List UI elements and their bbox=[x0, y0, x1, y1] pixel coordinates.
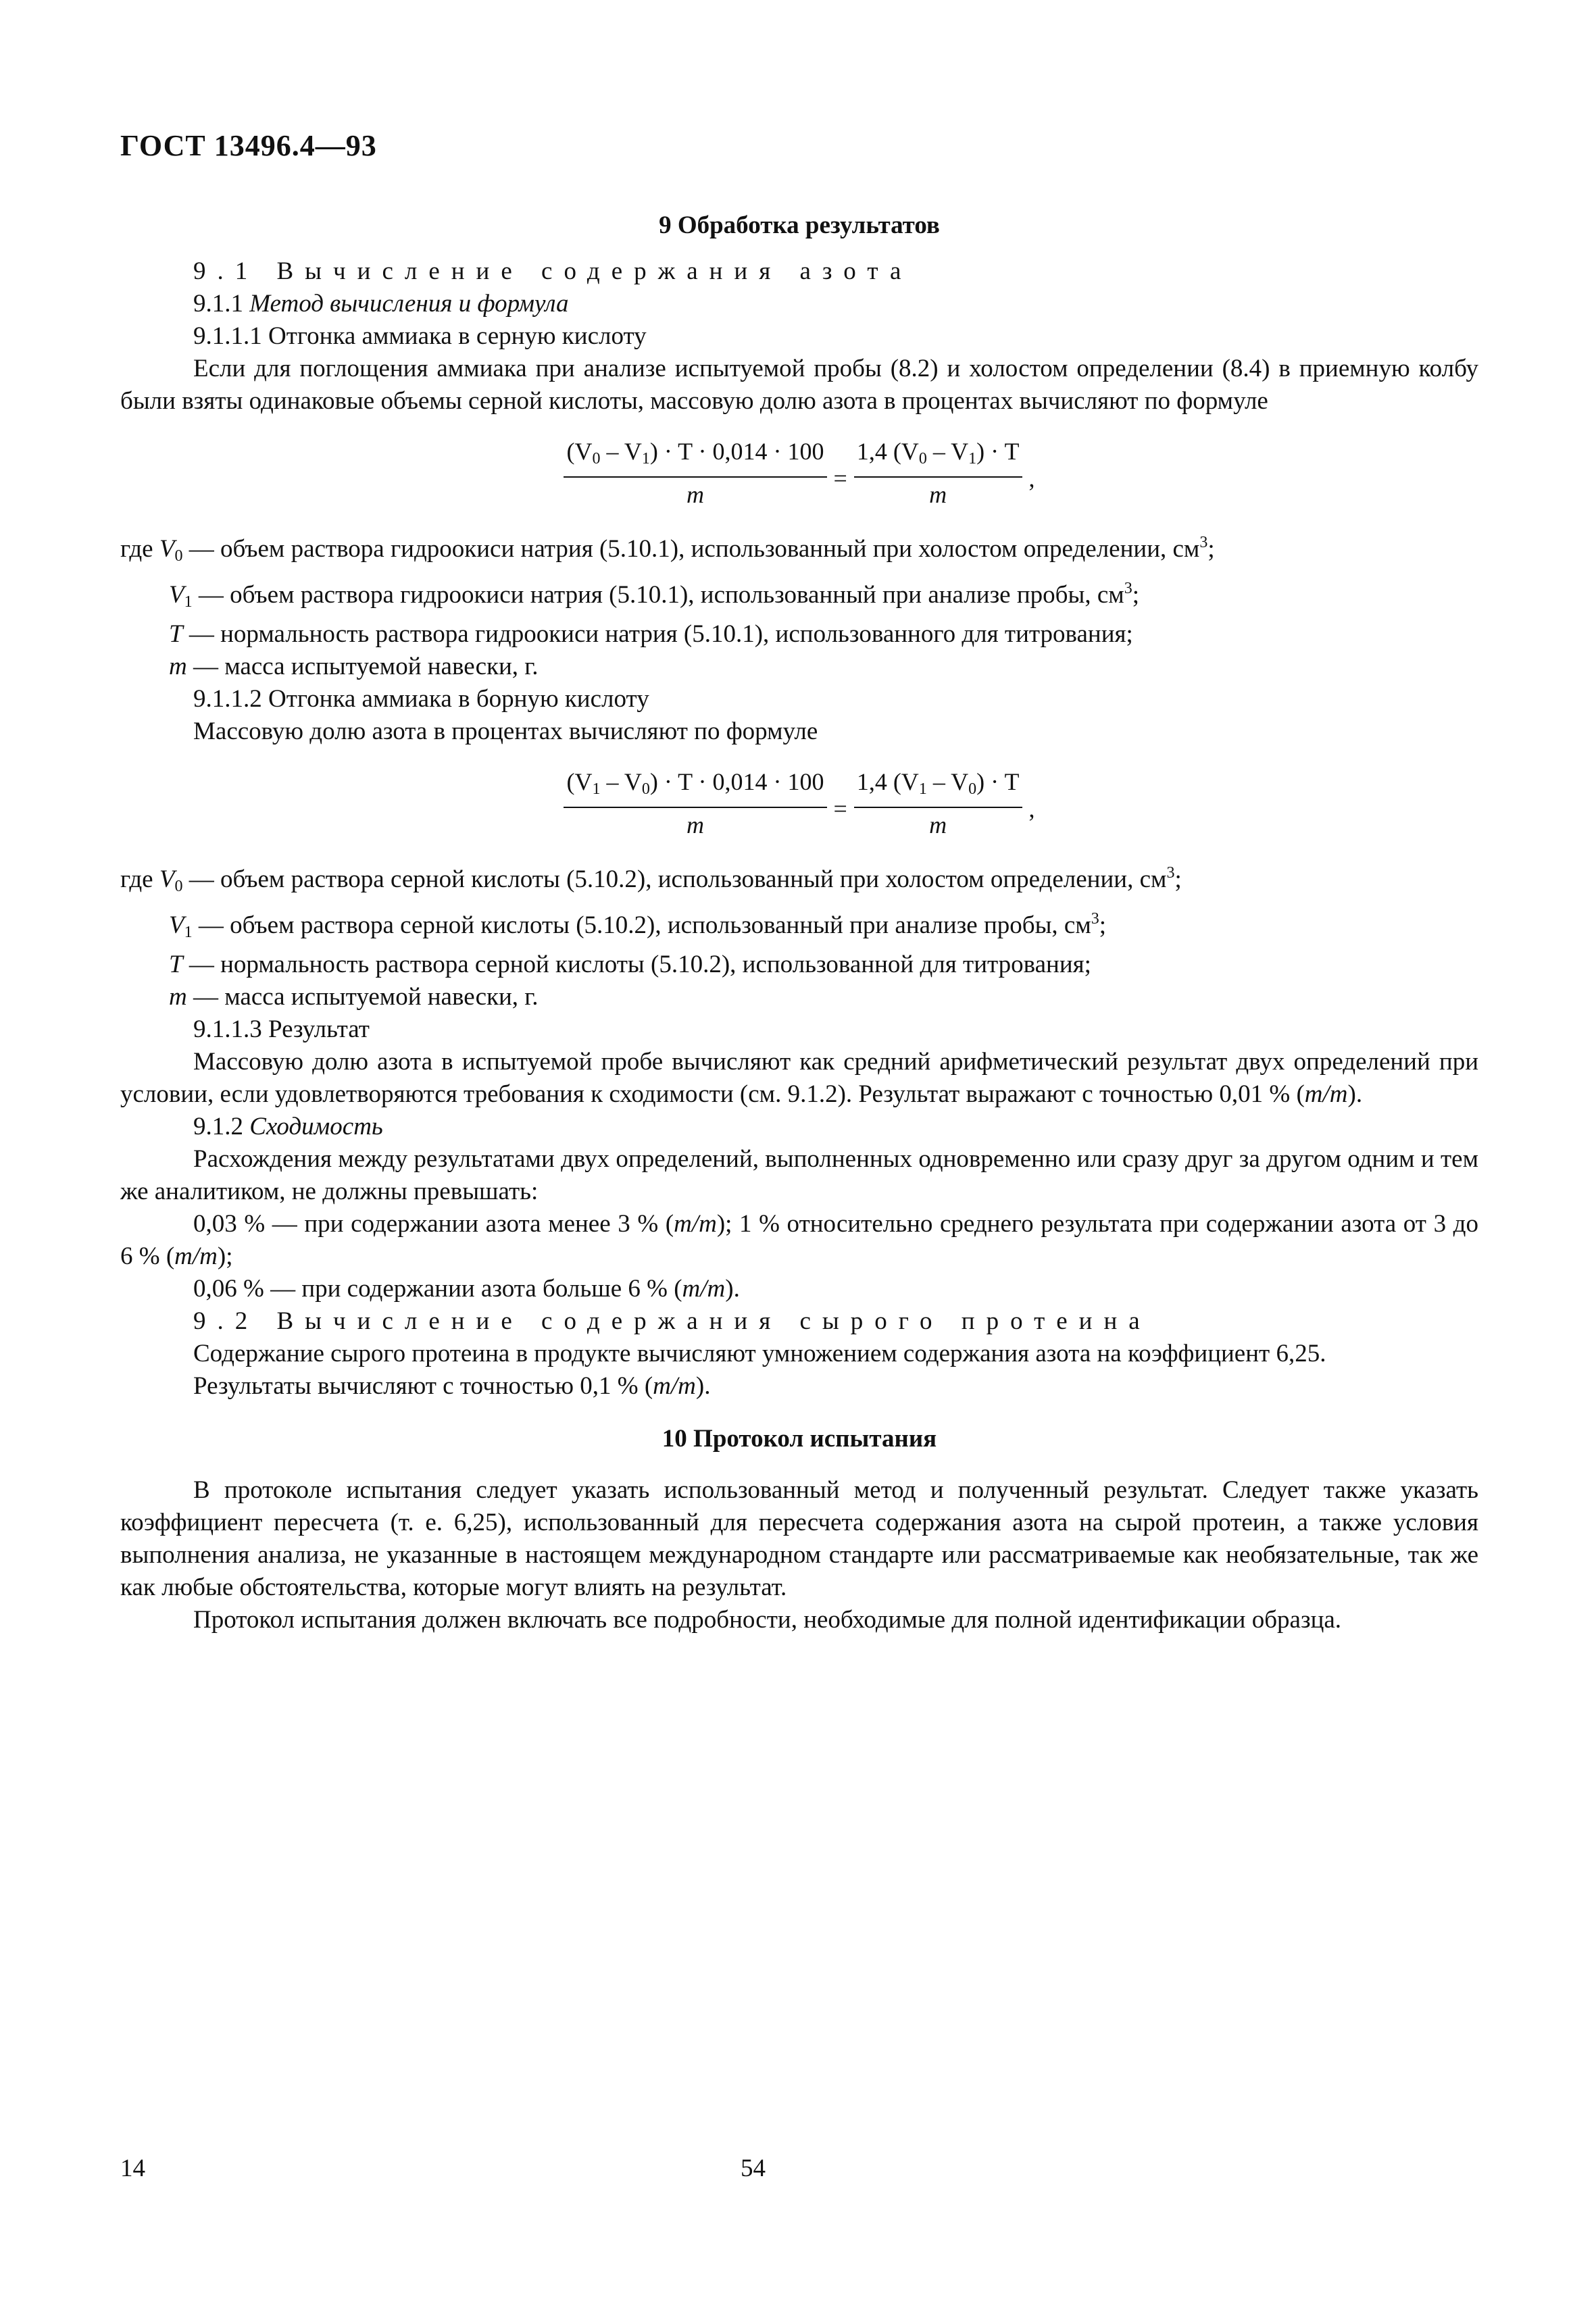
clause-9-1-1-1: 9.1.1.1 Отгонка аммиака в серную кислоту bbox=[193, 322, 647, 350]
section-10-heading: 10 Протокол испытания bbox=[662, 1425, 937, 1453]
protocol-paragraph-1: В протоколе испытания следует указать использованный метод и полученный результат. Следует также указать коэффициент пересчета (т. е. 6,25), использованный для пересчета содержания азота на сырой протеин, а также условия выполнения анализа, не указанные в настоящем международном стандарте или рассматриваемые как необязательные, так же как любые обстоятельства, которые могут влиять на результат. bbox=[120, 1476, 1478, 1601]
formula-1-left-numerator: $(V_0 - V_1) \cdot T \cdot 0,014 \cdot 100$ bbox=[564, 436, 826, 478]
limit-003-paragraph: 0,03 % — при содержании азота менее 3 % (m/m); 1 % относительно среднего результата при содержании азота от 3 до 6 % (m/m); bbox=[120, 1210, 1479, 1270]
formula-1-left-fraction bbox=[564, 436, 826, 511]
where1-line-1: где $V_0$ — объем раствора гидроокиси натрия (5.10.1), использованный при холостом определении, $см^3$; bbox=[120, 534, 1215, 565]
clause-title: Метод вычисления и формула bbox=[249, 290, 569, 318]
page-number-center: 54 bbox=[741, 2155, 766, 2182]
clause-9-1-1-3: 9.1.1.3 Результат bbox=[193, 1015, 370, 1043]
formula-1 bbox=[120, 436, 1478, 511]
formula-2-comma: , bbox=[1028, 795, 1035, 822]
formula-2-equals: = bbox=[833, 795, 847, 822]
page-number-left: 14 bbox=[120, 2155, 145, 2182]
formula-2-left-denominator: m bbox=[686, 811, 704, 838]
clause-9-2: 9.2 Вычисление содержания сырого протеина bbox=[193, 1307, 1151, 1335]
clause-9-1-1-2: 9.1.1.2 Отгонка аммиака в борную кислоту bbox=[193, 685, 649, 713]
where1-line-4: m — масса испытуемой навески, г. bbox=[169, 653, 539, 680]
formula-2-intro: Массовую долю азота в процентах вычисляют по формуле bbox=[193, 718, 818, 745]
formula-2-right-numerator: 1,4 $(V_1 - V_0) \cdot T$ bbox=[854, 767, 1022, 808]
clause-title: Сходимость bbox=[249, 1113, 383, 1140]
where2-line-2: $V_1$ — объем раствора серной кислоты (5.10.2), использованный при анализе пробы, $см^3$; bbox=[169, 910, 1107, 941]
formula-1-right-fraction bbox=[854, 436, 1022, 511]
where2-line-3: T — нормальность раствора серной кислоты (5.10.2), использованной для титрования; bbox=[169, 951, 1091, 978]
formula-1-comma: , bbox=[1028, 464, 1035, 492]
where2-line-4: m — масса испытуемой навески, г. bbox=[169, 983, 539, 1011]
limit-006-paragraph: 0,06 % — при содержании азота больше 6 % (m/m). bbox=[193, 1275, 740, 1303]
formula-2 bbox=[120, 767, 1478, 842]
formula-1-right-denominator: m bbox=[929, 481, 947, 508]
where1-line-2: $V_1$ — объем раствора гидроокиси натрия (5.10.1), использованный при анализе пробы, $см^3$; bbox=[169, 580, 1139, 611]
formula-1-left-denominator: m bbox=[686, 481, 704, 508]
where1-line-3: T — нормальность раствора гидроокиси натрия (5.10.1), использованного для титрования; bbox=[169, 620, 1133, 648]
where2-line-1: где $V_0$ — объем раствора серной кислоты (5.10.2), использованный при холостом определении, $см^3$; bbox=[120, 864, 1182, 895]
document-code: ГОСТ 13496.4—93 bbox=[120, 129, 377, 162]
formula-2-right-fraction bbox=[854, 767, 1022, 842]
document-body bbox=[120, 200, 1478, 1636]
section-9-heading: 9 Обработка результатов bbox=[659, 211, 940, 239]
clause-number: 9.1.2 bbox=[193, 1113, 250, 1140]
convergence-paragraph: Расхождения между результатами двух определений, выполненных одновременно или сразу друг за другом одним и тем же аналитиком, не должны превышать: bbox=[120, 1145, 1478, 1205]
formula-2-left-numerator: $(V_1 - V_0) \cdot T \cdot 0,014 \cdot 100$ bbox=[564, 767, 826, 808]
formula-2-right-denominator: m bbox=[929, 811, 947, 838]
clause-number: 9.1.1 bbox=[193, 290, 250, 318]
result-paragraph: Массовую долю азота в испытуемой пробе вычисляют как средний арифметический результат двух определений при условии, если удовлетворяются требования к сходимости (см. 9.1.2). Результат выражают с точностью 0,01 % (m/m). bbox=[120, 1048, 1478, 1108]
clause-9-1-1 bbox=[120, 288, 1478, 320]
formula-1-equals: = bbox=[833, 464, 847, 492]
intro-paragraph: Если для поглощения аммиака при анализе испытуемой пробы (8.2) и холостом определении (8.4) в приемную колбу были взяты одинаковые объемы серной кислоты, массовую долю азота в процентах вычисляют по формуле bbox=[120, 355, 1478, 415]
protocol-paragraph-2: Протокол испытания должен включать все подробности, необходимые для полной идентификации образца. bbox=[193, 1606, 1342, 1634]
precision-paragraph: Результаты вычисляют с точностью 0,1 % (m/m). bbox=[193, 1372, 711, 1400]
clause-9-1-2 bbox=[120, 1111, 1478, 1143]
protein-paragraph: Содержание сырого протеина в продукте вычисляют умножением содержания азота на коэффициент 6,25. bbox=[193, 1340, 1326, 1367]
formula-2-left-fraction bbox=[564, 767, 826, 842]
clause-9-1: 9.1 Вычисление содержания азота bbox=[193, 257, 913, 285]
formula-1-right-numerator: 1,4 $(V_0 - V_1) \cdot T$ bbox=[854, 436, 1022, 478]
